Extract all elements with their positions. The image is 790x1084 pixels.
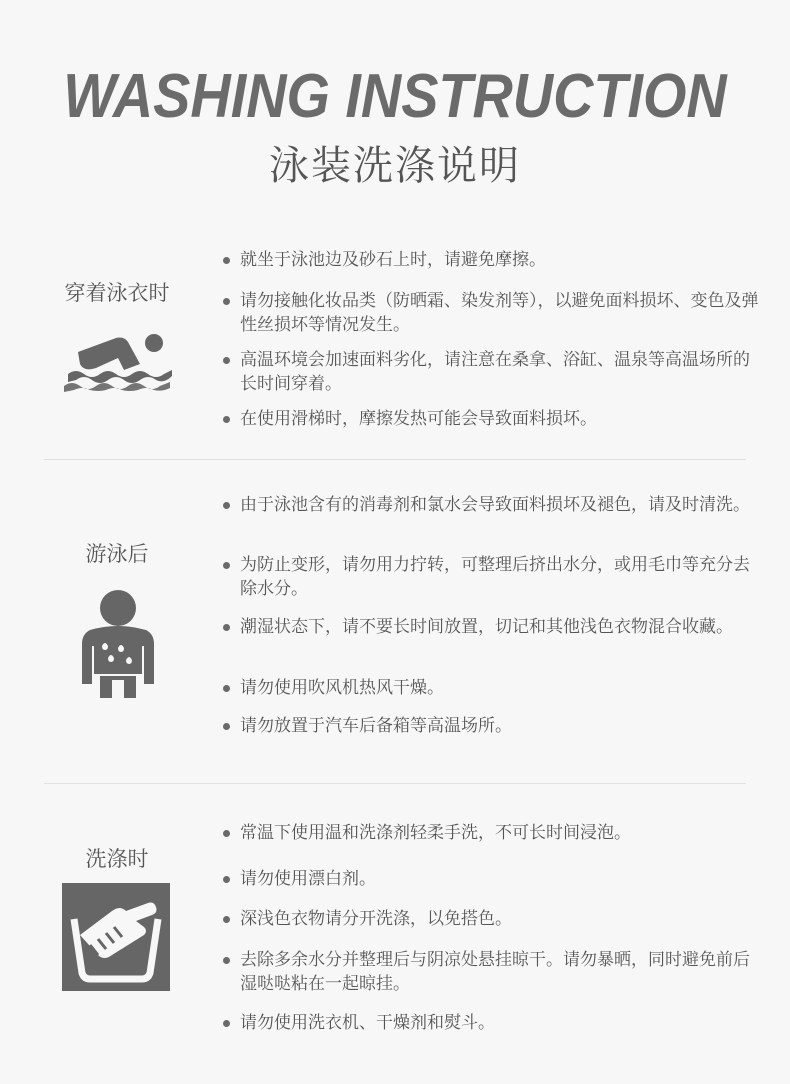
list-item: 就坐于泳池边及砂石上时，请避免摩擦。 [218,248,760,272]
page-title-cn: 泳装洗涤说明 [269,143,521,189]
hand-wash-icon [62,883,170,991]
list-item: 潮湿状态下，请不要长时间放置，切记和其他浅色衣物混合收藏。 [218,615,760,639]
list-item: 由于泳池含有的消毒剂和氯水会导致面料损坏及褪色，请及时清洗。 [218,493,760,517]
list-item: 常温下使用温和洗涤剂轻柔手洗，不可长时间浸泡。 [218,821,760,845]
section-label: 洗涤时 [85,847,149,871]
list-item: 请勿使用漂白剂。 [218,867,760,891]
section-divider [44,783,746,784]
list-item: 去除多余水分并整理后与阴凉处悬挂晾干。请勿暴晒，同时避免前后湿哒哒粘在一起晾挂。 [218,948,760,996]
section-label: 游泳后 [85,542,149,566]
list-item: 请勿使用洗衣机、干燥剂和熨斗。 [218,1011,760,1035]
list-item: 请勿使用吹风机热风干燥。 [218,676,760,700]
section-divider [44,459,746,460]
list-item: 深浅色衣物请分开洗涤，以免搭色。 [218,907,760,931]
list-item: 请勿放置于汽车后备箱等高温场所。 [218,714,760,738]
list-item: 高温环境会加速面料劣化，请注意在桑拿、浴缸、温泉等高温场所的长时间穿着。 [218,348,760,396]
list-item: 为防止变形，请勿用力拧转，可整理后挤出水分，或用毛巾等充分去除水分。 [218,553,760,601]
wet-person-icon [80,588,156,700]
page-title-en: WASHING INSTRUCTION [63,62,727,131]
list-item: 在使用滑梯时，摩擦发热可能会导致面料损坏。 [218,407,760,431]
swimmer-icon [62,330,174,392]
list-item: 请勿接触化妆品类（防晒霜、染发剂等），以避免面料损坏、变色及弹性丝损坏等情况发生。 [218,289,760,337]
section-label: 穿着泳衣时 [64,281,170,305]
